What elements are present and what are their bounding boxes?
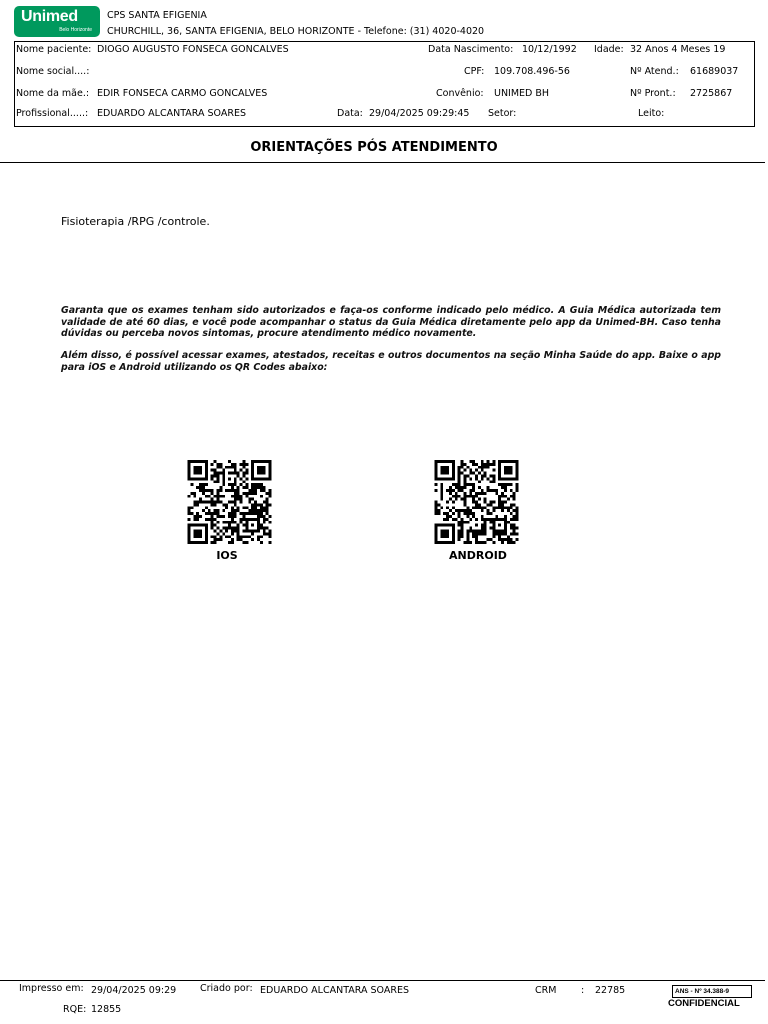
created-by-label: Criado por: bbox=[200, 983, 253, 994]
sector-label: Setor: bbox=[488, 108, 517, 119]
rqe-value: 12855 bbox=[91, 1004, 122, 1015]
birth-date: 10/12/1992 bbox=[522, 44, 577, 55]
unit-address: CHURCHILL, 36, SANTA EFIGENIA, BELO HORIZONTE - Telefone: (31) 4020-4020 bbox=[107, 26, 485, 37]
ios-qr-code[interactable] bbox=[186, 460, 273, 544]
created-by-value: EDUARDO ALCANTARA SOARES bbox=[260, 985, 409, 996]
pront-label: Nº Pront.: bbox=[630, 88, 676, 99]
ios-qr-label: IOS bbox=[216, 549, 238, 562]
insurance-value: UNIMED BH bbox=[494, 88, 550, 99]
crm-value: 22785 bbox=[595, 985, 626, 996]
rqe-label: RQE: bbox=[63, 1004, 87, 1015]
page-title: ORIENTAÇÕES PÓS ATENDIMENTO bbox=[250, 140, 498, 155]
orientation-text: Fisioterapia /RPG /controle. bbox=[61, 215, 210, 228]
android-qr-code[interactable] bbox=[433, 460, 520, 544]
printed-value: 29/04/2025 09:29 bbox=[91, 985, 177, 996]
cpf-value: 109.708.496-56 bbox=[494, 66, 570, 77]
atend-value: 61689037 bbox=[690, 66, 739, 77]
logo-subtitle: Belo Horizonte bbox=[59, 27, 92, 33]
unit-name: CPS SANTA EFIGENIA bbox=[107, 10, 207, 21]
insurance-label: Convênio: bbox=[436, 88, 484, 99]
android-qr-label: ANDROID bbox=[449, 549, 507, 562]
atend-label: Nº Atend.: bbox=[630, 66, 679, 77]
logo-brand: Unimed bbox=[21, 8, 78, 25]
birth-label: Data Nascimento: bbox=[428, 44, 514, 55]
patient-name-label: Nome paciente: bbox=[16, 44, 92, 55]
social-name-label: Nome social....: bbox=[16, 66, 90, 77]
cpf-label: CPF: bbox=[464, 66, 485, 77]
patient-name: DIOGO AUGUSTO FONSECA GONCALVES bbox=[97, 44, 289, 55]
bed-label: Leito: bbox=[638, 108, 665, 119]
date-value: 29/04/2025 09:29:45 bbox=[369, 108, 470, 119]
professional-name: EDUARDO ALCANTARA SOARES bbox=[97, 108, 246, 119]
printed-label: Impresso em: bbox=[19, 983, 84, 994]
crm-separator: : bbox=[581, 985, 585, 996]
crm-label: CRM bbox=[535, 985, 557, 996]
date-label: Data: bbox=[337, 108, 363, 119]
notice-paragraph-2: Além disso, é possível acessar exames, atestados, receitas e outros documentos na seção Minha Saúde do app. Baixe o app para iOS e Android utilizando os QR Codes abaixo: bbox=[61, 350, 721, 373]
pront-value: 2725867 bbox=[690, 88, 733, 99]
mother-name-label: Nome da mãe.: bbox=[16, 88, 90, 99]
notice-paragraph-1: Garanta que os exames tenham sido autorizados e faça-os conforme indicado pelo médico. A Guia Médica autorizada tem validade de até 60 dias, e você pode acompanhar o status da Guia Médica diretamente pelo app da Unimed-BH. Caso tenha dúvidas ou perceba novos sintomas, procure atendimento médico novamente. bbox=[61, 305, 721, 339]
age-label: Idade: bbox=[594, 44, 624, 55]
mother-name: EDIR FONSECA CARMO GONCALVES bbox=[97, 88, 268, 99]
age-value: 32 Anos 4 Meses 19 bbox=[630, 44, 726, 55]
unimed-logo bbox=[14, 6, 100, 37]
title-divider bbox=[0, 162, 765, 163]
professional-label: Profissional.....: bbox=[16, 108, 89, 119]
footer-divider bbox=[0, 980, 765, 981]
confidential-label: CONFIDENCIAL bbox=[668, 998, 740, 1009]
ans-registration-box: ANS - Nº 34.388-9 bbox=[672, 985, 752, 998]
